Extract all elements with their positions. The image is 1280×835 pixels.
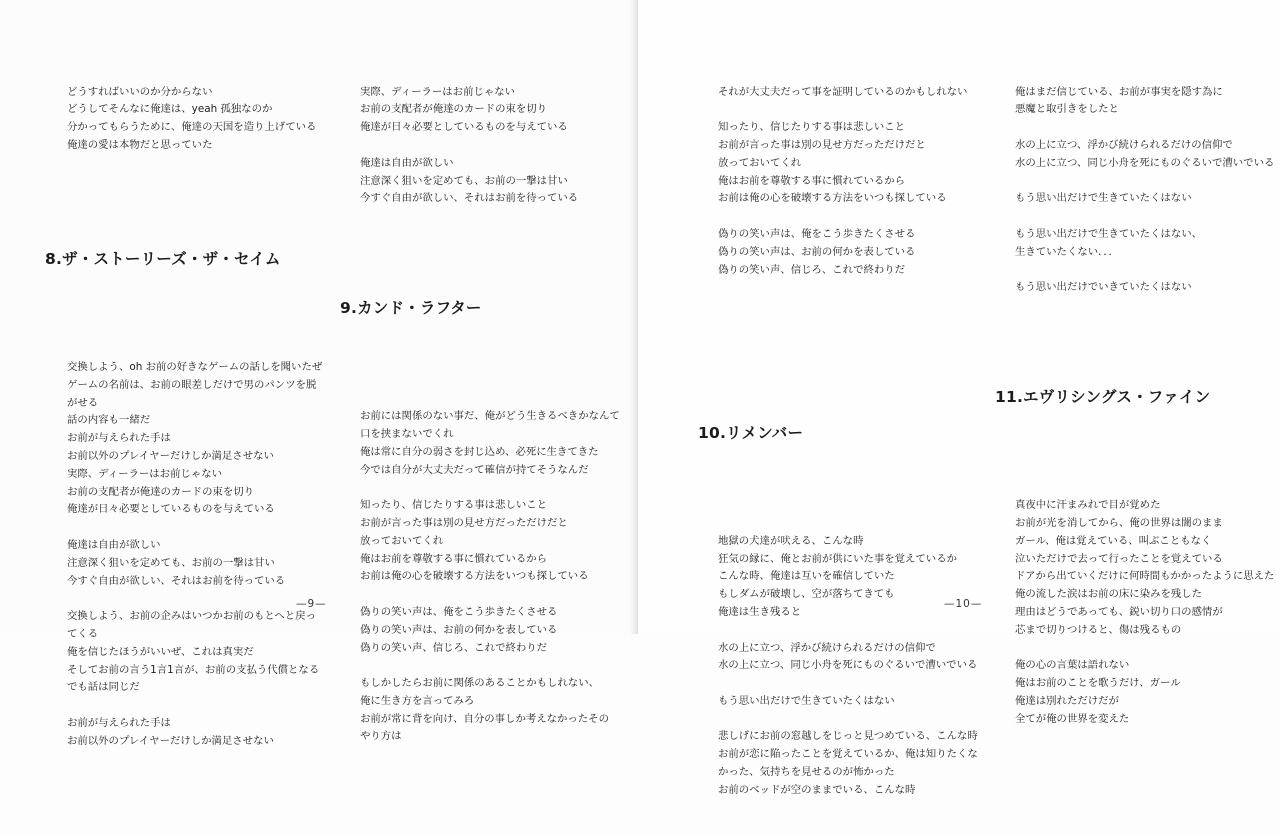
lyric-line: 水の上に立つ、同じ小舟を死にものぐるいで漕いでいる <box>718 659 978 672</box>
lyric-line: 俺を信じたほうがいいぜ、これは真実だ <box>67 645 254 658</box>
lyric-line: 偽りの笑い声、信じろ、これで終わりだ <box>360 641 548 654</box>
lyric-line: それが大丈夫だって事を証明しているのかもしれない <box>718 85 968 98</box>
lyric-line: 話の内容も一緒だ <box>67 414 151 427</box>
lyrics-block-top <box>67 84 322 155</box>
lyric-line: 今すぐ自由が欲しい、それはお前を待っている <box>67 574 286 587</box>
lyric-line: でも話は同じだ <box>67 681 140 694</box>
lyric-line: 偽りの笑い声は、俺をこう歩きたくさせる <box>360 605 558 618</box>
lyric-line: お前の支配者が俺達のカードの束を切り <box>360 103 548 116</box>
lyric-line: お前が与えられた手は <box>67 432 171 445</box>
stanza-break <box>360 586 620 604</box>
left-column-1 <box>45 48 323 786</box>
lyric-line: そしてお前の言う1言1言が、お前の支払う代償となる <box>67 663 320 676</box>
stanza-break <box>360 479 620 497</box>
track-heading-11: 11.エヴリシングス・ファイン <box>995 388 1211 407</box>
lyric-line: 注意深く狙いを定めても、お前の一撃は甘い <box>360 174 568 187</box>
lyric-line: お前のベッドが空のままでいる、こんな時 <box>718 783 916 796</box>
track-heading-10: 10.リメンバー <box>698 423 804 442</box>
lyric-line: もう思い出だけでいきていたくはない <box>1015 281 1192 294</box>
lyric-line: 芯まで切りつけると、傷は残るもの <box>1015 623 1182 636</box>
lyric-line: お前は俺の心を破壊する方法をいつも探している <box>360 570 589 583</box>
lyric-line: 理由はどうであっても、鋭い切り口の感情が <box>1015 605 1223 618</box>
stanza-break <box>67 697 322 715</box>
stanza-break <box>67 519 322 537</box>
lyric-line: ゲームの名前は、お前の眼差しだけで男のパンツを脱 <box>67 378 317 391</box>
lyric-line: どうすればいいのか分からない <box>67 85 213 98</box>
lyric-line: 俺はお前を尊敬する事に慣れているから <box>718 174 906 187</box>
lyric-line: 悪魔と取引きをしたと <box>1015 103 1119 116</box>
lyric-line: 偽りの笑い声は、俺をこう歩きたくさせる <box>718 227 916 240</box>
lyric-line: 分かってもらうために、俺達の天国を造り上げている <box>67 121 317 134</box>
stanza-break <box>67 590 322 608</box>
lyric-line: お前は俺の心を破壊する方法をいつも探している <box>718 192 947 205</box>
lyric-line: 全てが俺の世界を変えた <box>1015 712 1130 725</box>
lyric-line: お前が光を消してから、俺の世界は闇のまま <box>1015 516 1223 529</box>
lyric-line: もう思い出だけで生きていたくはない <box>718 694 895 707</box>
page-number-9: —9— <box>296 598 327 610</box>
lyric-line: 放っておいてくれ <box>360 534 444 547</box>
right-column-1 <box>698 48 978 835</box>
lyric-line: やり方は <box>360 730 402 743</box>
track-heading-9: 9.カンド・ラフター <box>340 299 482 318</box>
lyric-line: 俺達の愛は本物だと思っていた <box>67 138 213 151</box>
lyric-line: てくる <box>67 627 99 640</box>
lyric-line: 今では自分が大丈夫だって確信が持てそうなんだ <box>360 463 589 476</box>
lyrics-block-bottom <box>1015 497 1274 728</box>
right-column-2 <box>995 48 1275 764</box>
lyric-line: お前が与えられた手は <box>67 716 171 729</box>
lyric-line: 俺の流した涙はお前の床に染みを残した <box>1015 588 1203 601</box>
stanza-break <box>718 711 978 729</box>
lyric-line: 俺達は自由が欲しい <box>360 156 454 169</box>
lyric-line: 狂気の縁に、俺とお前が供にいた事を覚えているか <box>718 552 957 565</box>
lyric-line: 俺達は生き残ると <box>718 605 802 618</box>
lyric-line: 俺達は自由が欲しい <box>67 538 161 551</box>
left-column-2 <box>340 48 620 782</box>
lyric-line: 悲しげにお前の窓越しをじっと見つめている、こんな時 <box>718 730 978 743</box>
lyric-line: 偽りの笑い声、信じろ、これで終わりだ <box>718 263 906 276</box>
stanza-break <box>1015 640 1274 658</box>
lyric-line: 地獄の犬達が吠える、こんな時 <box>718 534 864 547</box>
lyric-line: 知ったり、信じたりする事は悲しいこと <box>360 499 548 512</box>
stanza-break <box>718 622 978 640</box>
lyric-line: 俺はお前のことを歌うだけ、ガール <box>1015 677 1181 690</box>
lyric-line: お前が言った事は別の見せ方だっただけだと <box>360 516 568 529</box>
stanza-break <box>718 675 978 693</box>
lyrics-block-bottom <box>67 359 322 751</box>
stanza-break <box>1015 208 1274 226</box>
lyric-line: 知ったり、信じたりする事は悲しいこと <box>718 121 906 134</box>
lyric-line: 水の上に立つ、浮かび続けられるだけの信仰で <box>718 641 936 654</box>
stanza-break <box>360 657 620 675</box>
lyric-line: 交換しよう、oh お前の好きなゲームの話しを聞いたぜ <box>67 360 323 373</box>
lyric-line: 実際、ディーラーはお前じゃない <box>67 467 223 480</box>
lyric-line: 水の上に立つ、浮かび続けられるだけの信仰で <box>1015 138 1233 151</box>
lyric-line: 俺の心の言葉は語れない <box>1015 659 1130 672</box>
lyric-line: こんな時、俺達は互いを確信していた <box>718 570 895 583</box>
lyric-line: 俺達は別れただけだが <box>1015 694 1119 707</box>
lyric-line: 泣いただけで去って行ったことを覚えている <box>1015 552 1223 565</box>
lyric-line: 俺はお前を尊敬する事に慣れているから <box>360 552 548 565</box>
lyric-line: 実際、ディーラーはお前じゃない <box>360 85 516 98</box>
stanza-break <box>1015 173 1274 191</box>
lyric-line: 放っておいてくれ <box>718 156 802 169</box>
lyric-line: もしダムが破壊し、空が落ちてきても <box>718 588 895 601</box>
stanza-break <box>360 137 620 155</box>
lyric-line: ガール、俺は覚えている、叫ぶこともなく <box>1015 534 1212 547</box>
lyric-line: 交換しよう、お前の企みはいつかお前のもとへと戻っ <box>67 610 316 623</box>
page-left <box>0 0 638 747</box>
lyric-line: 俺に生き方を言ってみろ <box>360 694 475 707</box>
lyrics-block-top <box>718 84 978 280</box>
lyric-line: 俺達が日々必要としているものを与えている <box>360 121 568 134</box>
lyric-line: お前以外のプレイヤーだけしか満足させない <box>67 734 274 747</box>
lyric-line: 偽りの笑い声は、お前の何かを表している <box>360 623 558 636</box>
lyrics-block-top <box>360 84 620 209</box>
lyric-line: 今すぐ自由が欲しい、それはお前を待っている <box>360 192 579 205</box>
lyric-line: 偽りの笑い声は、お前の何かを表している <box>718 245 916 258</box>
stanza-break <box>1015 119 1274 137</box>
lyric-line: お前が言った事は別の見せ方だっただけだと <box>718 138 926 151</box>
lyric-line: 注意深く狙いを定めても、お前の一撃は甘い <box>67 556 275 569</box>
lyric-line: かった、気持ちを見せるのが怖かった <box>718 766 895 779</box>
track-heading-8: 8.ザ・ストーリーズ・ザ・セイム <box>45 249 281 268</box>
lyric-line: もしかしたらお前に関係のあることかもしれない、 <box>360 677 599 690</box>
stanza-break <box>1015 262 1274 280</box>
lyric-line: 俺達が日々必要としているものを与えている <box>67 503 275 516</box>
lyric-line: もう思い出だけで生きていたくはない <box>1015 192 1192 205</box>
lyric-line: お前が常に背を向け、自分の事しか考えなかったその <box>360 712 609 725</box>
lyric-line: お前には関係のない事だ、俺がどう生きるべきかなんて <box>360 410 620 423</box>
page-number-10: —10— <box>944 598 983 610</box>
lyrics-block-bottom <box>718 533 978 800</box>
page-right <box>638 0 1280 796</box>
lyrics-block-bottom <box>360 408 620 746</box>
lyric-line: 真夜中に汗まみれで目が覚めた <box>1015 499 1161 512</box>
lyric-line: 口を挟まないでくれ <box>360 427 454 440</box>
lyrics-block-top <box>1015 84 1274 298</box>
lyric-line: お前が恋に陥ったことを覚えているか、俺は知りたくな <box>718 748 978 761</box>
lyric-line: お前の支配者が俺達のカードの束を切り <box>67 485 255 498</box>
lyric-line: 生きていたくない．．． <box>1015 245 1119 258</box>
lyric-line: 俺はまだ信じている、お前が事実を隠す為に <box>1015 85 1223 98</box>
lyric-line: 俺は常に自分の弱さを封じ込め、必死に生きてきた <box>360 445 599 458</box>
stanza-break <box>718 101 978 119</box>
stanza-break <box>718 208 978 226</box>
lyric-line: どうしてそんなに俺達は、yeah 孤独なのか <box>67 103 273 116</box>
lyric-line: 水の上に立つ、同じ小舟を死にものぐるいで漕いでいる <box>1015 156 1275 169</box>
lyric-line: ドアから出ていくだけに何時間もかかったように思えた <box>1015 570 1275 583</box>
lyric-line: もう思い出だけで生きていたくはない、 <box>1015 227 1203 240</box>
lyric-line: お前以外のプレイヤーだけしか満足させない <box>67 449 274 462</box>
lyric-line: がせる <box>67 396 99 409</box>
